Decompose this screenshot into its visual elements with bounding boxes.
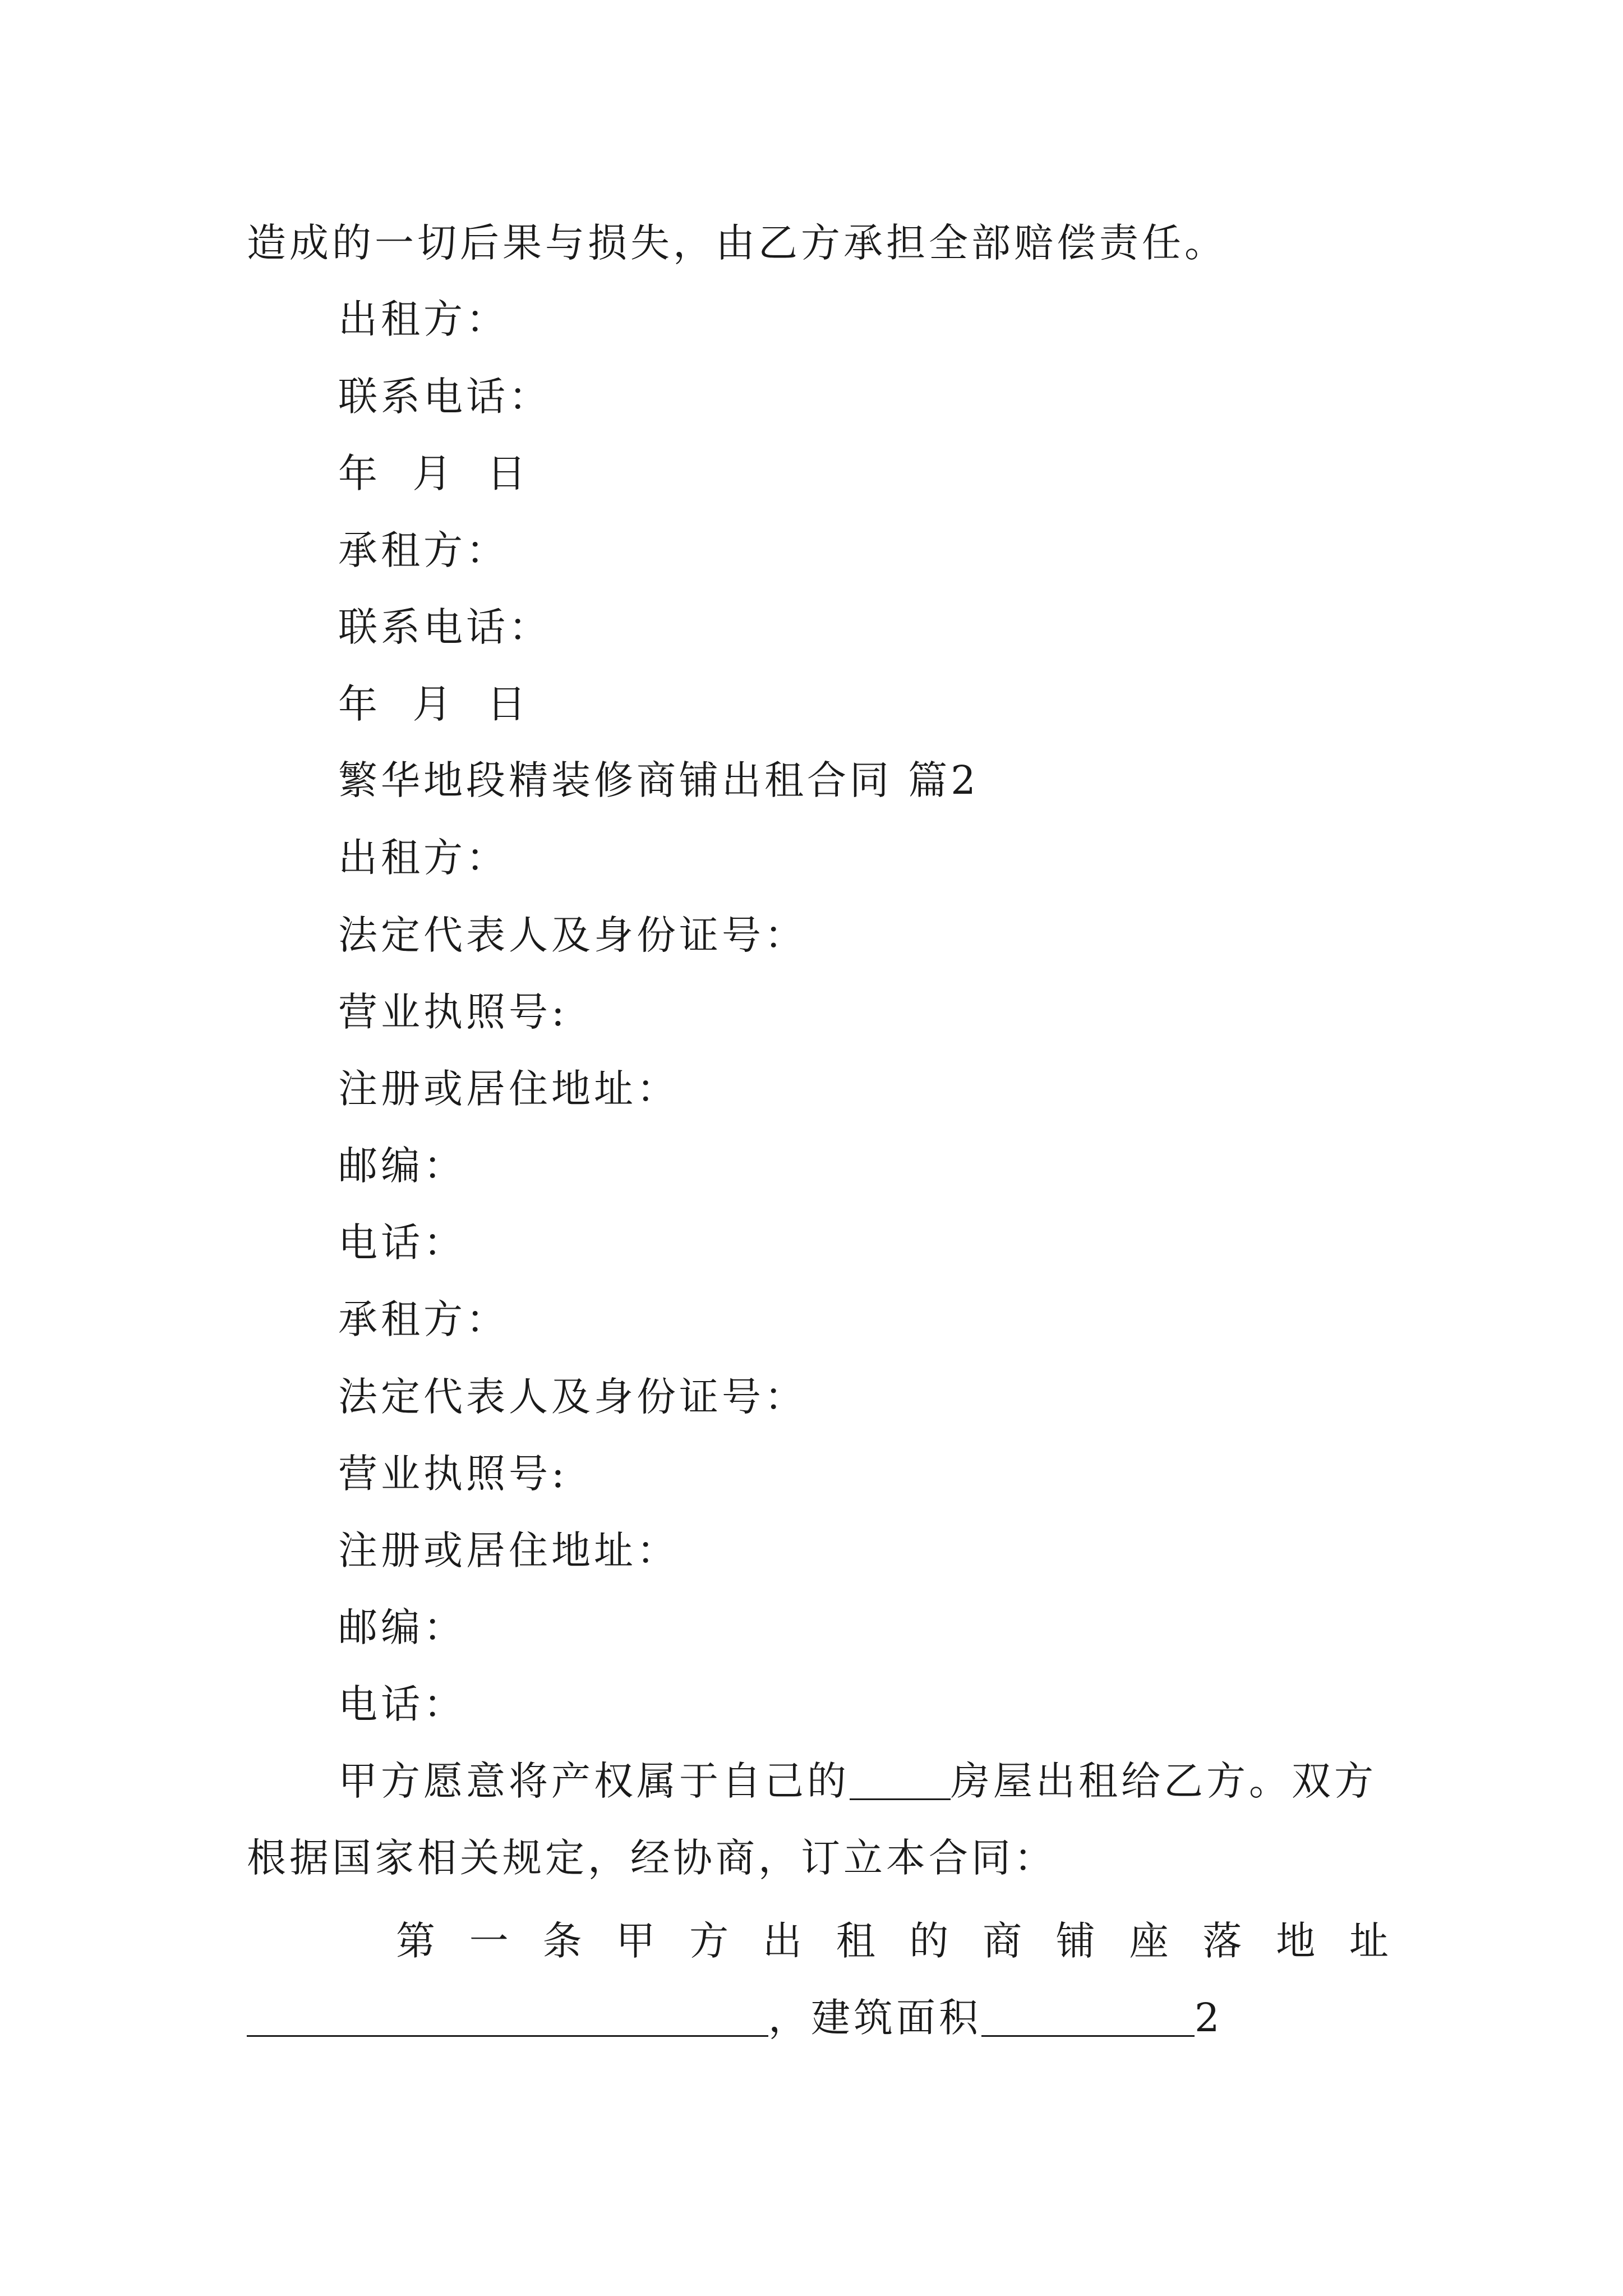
lessor-label: 出租方： <box>338 296 509 342</box>
article-one-heading <box>396 1918 1389 1964</box>
article-char: 址 <box>1349 1918 1389 1964</box>
lessor-tel-label: 电话： <box>338 1220 466 1266</box>
lessor-label-2: 出租方： <box>338 835 509 881</box>
article-char: 铺 <box>1055 1918 1095 1964</box>
lessor-phone-label: 联系电话： <box>338 374 551 420</box>
lessee-tel-label: 电话： <box>338 1681 466 1727</box>
lessee-label-2: 承租方： <box>338 1296 509 1342</box>
article-char: 一 <box>469 1918 509 1964</box>
section-heading: 繁华地段精装修商铺出租合同 篇2 <box>338 757 979 803</box>
paragraph-intent-continued: 根据国家相关规定，经协商，订立本合同： <box>247 1835 1057 1881</box>
lessee-legal-rep-label: 法定代表人及身份证号： <box>338 1374 807 1420</box>
article-char: 方 <box>689 1918 729 1964</box>
address-area-line <box>247 1995 1223 2041</box>
article-char: 落 <box>1202 1918 1242 1964</box>
article-char: 第 <box>396 1918 435 1964</box>
area-unit-superscript: 2 <box>1195 1995 1223 2041</box>
article-char: 的 <box>909 1918 949 1964</box>
intent-text-end: 房屋出租给乙方。双方 <box>951 1758 1377 1804</box>
article-char: 条 <box>542 1918 582 1964</box>
article-char: 租 <box>836 1918 875 1964</box>
paragraph-liability: 造成的一切后果与损失，由乙方承担全部赔偿责任。 <box>247 220 1227 266</box>
lessee-date-label: 年 月 日 <box>338 681 530 727</box>
property-blank <box>850 1761 951 1800</box>
lessee-phone-label: 联系电话： <box>338 604 551 650</box>
lessee-postcode-label: 邮编： <box>338 1604 466 1650</box>
article-char: 商 <box>983 1918 1022 1964</box>
article-char: 出 <box>762 1918 802 1964</box>
area-label: ，建筑面积 <box>768 1995 981 2041</box>
lessee-license-label: 营业执照号: <box>338 1451 568 1497</box>
area-blank <box>981 1998 1195 2037</box>
address-blank <box>247 1998 768 2037</box>
paragraph-intent <box>338 1758 1377 1804</box>
lessor-postcode-label: 邮编： <box>338 1143 466 1189</box>
lessor-license-label: 营业执照号: <box>338 989 568 1035</box>
article-char: 座 <box>1129 1918 1169 1964</box>
lessee-address-label: 注册或居住地址： <box>338 1527 679 1573</box>
lessor-legal-rep-label: 法定代表人及身份证号： <box>338 912 807 958</box>
article-char: 地 <box>1276 1918 1316 1964</box>
intent-text-start: 甲方愿意将产权属于自己的 <box>338 1758 850 1804</box>
lessor-address-label: 注册或居住地址： <box>338 1066 679 1112</box>
lessee-label: 承租方： <box>338 527 509 573</box>
article-char: 甲 <box>616 1918 656 1964</box>
lessor-date-label: 年 月 日 <box>338 450 530 496</box>
